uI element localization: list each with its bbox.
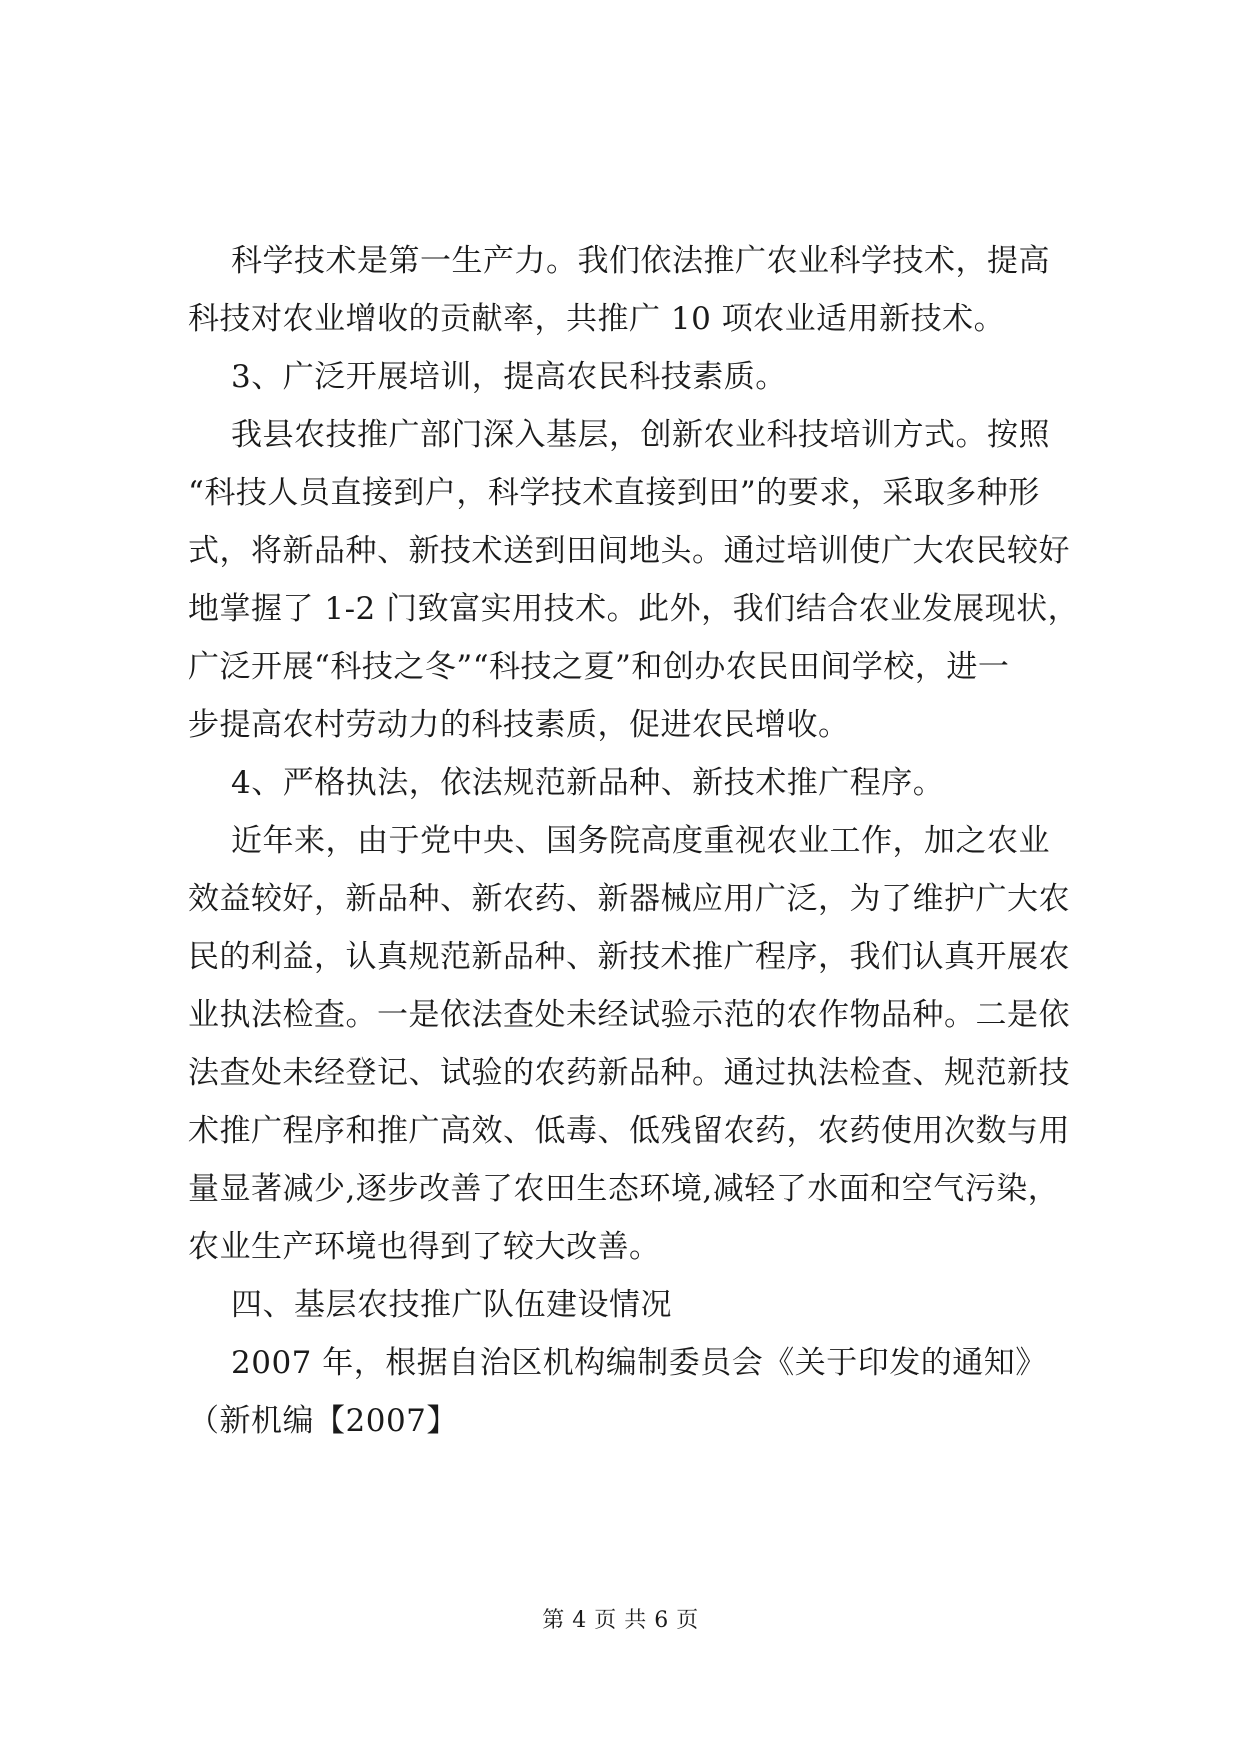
body-text bbox=[188, 232, 1088, 1450]
paragraph-line: 术推广程序和推广高效、低毒、低残留农药，农药使用次数与用 bbox=[188, 1113, 1070, 1149]
paragraph-line: 法查处未经登记、试验的农药新品种。通过执法检查、规范新技 bbox=[188, 1055, 1070, 1091]
paragraph-line: 步提高农村劳动力的科技素质，促进农民增收。 bbox=[188, 707, 850, 743]
paragraph-line: 业执法检查。一是依法查处未经试验示范的农作物品种。二是依 bbox=[188, 997, 1070, 1033]
paragraph-line: 广泛开展“科技之冬”“科技之夏”和创办农民田间学校，进一 bbox=[188, 649, 1010, 685]
paragraph-line: 量显著减少,逐步改善了农田生态环境,减轻了水面和空气污染， bbox=[188, 1171, 1060, 1207]
paragraph-line: 农业生产环境也得到了较大改善。 bbox=[188, 1229, 661, 1265]
page-number: 第 4 页 共 6 页 bbox=[542, 1608, 699, 1633]
section-heading: 4、严格执法，依法规范新品种、新技术推广程序。 bbox=[231, 765, 945, 801]
paragraph-line: 地掌握了 1-2 门致富实用技术。此外，我们结合农业发展现状， bbox=[188, 591, 1080, 627]
paragraph-line: 民的利益，认真规范新品种、新技术推广程序，我们认真开展农 bbox=[188, 939, 1070, 975]
paragraph-line: 效益较好，新品种、新农药、新器械应用广泛，为了维护广大农 bbox=[188, 881, 1070, 917]
paragraph-line: （新机编【2007】 bbox=[188, 1403, 458, 1439]
paragraph-line: 我县农技推广部门深入基层，创新农业科技培训方式。按照 bbox=[231, 417, 1050, 453]
paragraph-line: 近年来，由于党中央、国务院高度重视农业工作，加之农业 bbox=[231, 823, 1050, 859]
paragraph-line: “科技人员直接到户，科学技术直接到田”的要求，采取多种形 bbox=[188, 475, 1040, 511]
paragraph-line: 2007 年，根据自治区机构编制委员会《关于印发的通知》 bbox=[231, 1345, 1047, 1381]
section-heading: 3、广泛开展培训，提高农民科技素质。 bbox=[231, 359, 787, 395]
paragraph-line: 科学技术是第一生产力。我们依法推广农业科学技术，提高 bbox=[231, 243, 1050, 279]
section-heading: 四、基层农技推广队伍建设情况 bbox=[231, 1287, 672, 1323]
paragraph-line: 科技对农业增收的贡献率，共推广 10 项农业适用新技术。 bbox=[188, 301, 1006, 337]
paragraph-line: 式，将新品种、新技术送到田间地头。通过培训使广大农民较好 bbox=[188, 533, 1070, 569]
